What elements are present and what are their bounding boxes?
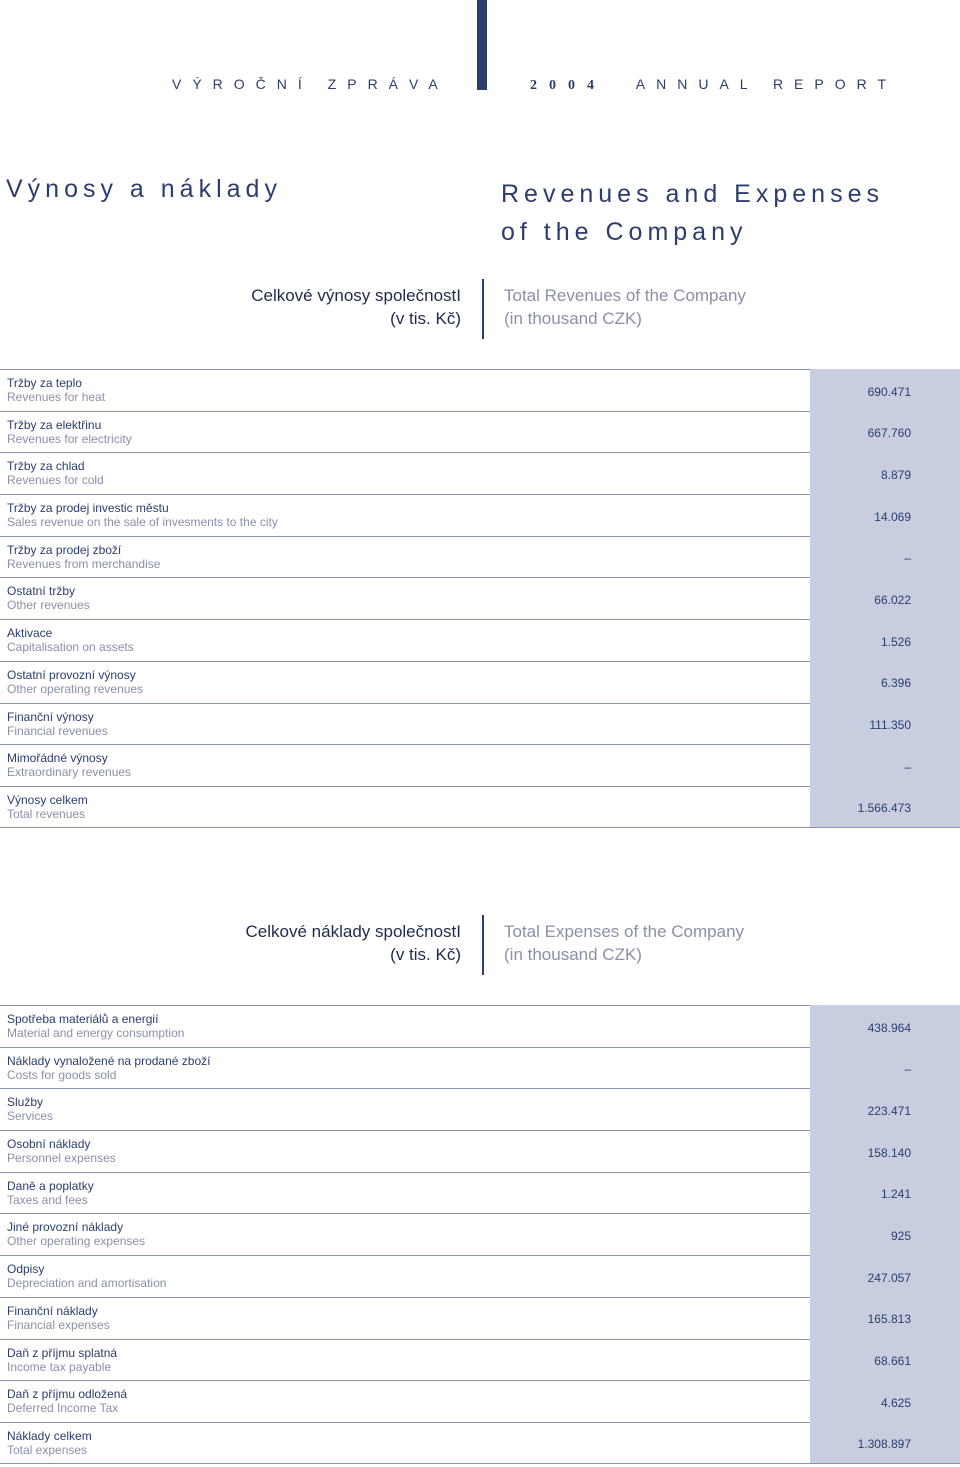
row-value: 223.471 xyxy=(867,1103,911,1118)
row-label-en: Extraordinary revenues xyxy=(7,765,132,780)
row-value: – xyxy=(904,551,911,566)
expenses-heading-cz-line1: Celkové náklady společnostI xyxy=(245,922,461,941)
value-cell xyxy=(810,1130,960,1172)
row-value: 1.308.897 xyxy=(857,1437,911,1452)
table-row xyxy=(0,661,960,703)
row-value: 1.526 xyxy=(880,634,911,649)
value-cell xyxy=(810,1338,960,1380)
table-row xyxy=(0,619,960,661)
row-label-en: Revenues for cold xyxy=(7,473,104,488)
row-label-cz: Ostatní provozní výnosy xyxy=(7,667,136,682)
value-cell xyxy=(810,1046,960,1088)
table-row xyxy=(0,536,960,578)
header-right-text: ANNUAL REPORT xyxy=(635,76,898,92)
row-label-cz: Tržby za prodej investic městu xyxy=(7,501,169,516)
row-label-cz: Finanční výnosy xyxy=(7,709,94,724)
row-value: 438.964 xyxy=(867,1020,911,1035)
row-label-en: Capitalisation on assets xyxy=(7,640,134,655)
table-row xyxy=(0,369,960,411)
table-row xyxy=(0,1339,960,1381)
value-cell xyxy=(810,1088,960,1130)
revenues-heading-divider xyxy=(482,279,484,339)
row-label-en: Other revenues xyxy=(7,598,90,613)
row-label-cz: Finanční náklady xyxy=(7,1303,98,1318)
table-row xyxy=(0,1213,960,1255)
value-cell xyxy=(810,452,960,494)
expenses-heading-en-line2: (in thousand CZK) xyxy=(504,945,642,964)
row-label-en: Taxes and fees xyxy=(7,1192,88,1207)
revenues-heading-en-line1: Total Revenues of the Company xyxy=(504,286,746,305)
row-label-cz: Spotřeba materiálů a energií xyxy=(7,1012,159,1026)
table-row xyxy=(0,1172,960,1214)
expenses-heading-cz xyxy=(246,920,461,966)
row-value: 14.069 xyxy=(874,509,911,524)
row-label-en: Services xyxy=(7,1109,54,1124)
row-label-cz: Jiné provozní náklady xyxy=(7,1220,124,1235)
row-label-cz: Tržby za chlad xyxy=(7,459,85,474)
row-label-en: Sales revenue on the sale of invesments to the city xyxy=(7,515,278,530)
row-value: 1.241 xyxy=(880,1187,911,1202)
row-label-cz: Náklady vynaložené na prodané zboží xyxy=(7,1053,211,1068)
row-label-en: Income tax payable xyxy=(7,1359,112,1374)
row-label-en: Revenues for electricity xyxy=(7,431,132,446)
row-label-cz: Daň z příjmu splatná xyxy=(7,1345,118,1360)
table-row xyxy=(0,411,960,453)
table-row xyxy=(0,703,960,745)
row-label-cz: Tržby za teplo xyxy=(7,376,82,390)
value-cell xyxy=(810,494,960,536)
row-value: 667.760 xyxy=(867,426,911,441)
table-row xyxy=(0,1380,960,1422)
header-accent-bar xyxy=(477,0,487,90)
row-value: 111.350 xyxy=(869,718,911,732)
row-label-en: Financial expenses xyxy=(7,1317,110,1332)
table-row xyxy=(0,1130,960,1172)
table-row xyxy=(0,744,960,786)
row-value: 1.566.473 xyxy=(857,801,911,816)
revenues-heading-cz xyxy=(251,284,461,330)
value-cell xyxy=(810,702,960,744)
table-row xyxy=(0,1422,960,1464)
row-label-en: Total expenses xyxy=(7,1442,88,1457)
row-value: 158.140 xyxy=(867,1145,911,1160)
expenses-table xyxy=(0,1005,960,1464)
row-value: 66.022 xyxy=(874,592,911,607)
row-label-cz: Tržby za prodej zboží xyxy=(7,542,122,557)
row-label-en: Personnel expenses xyxy=(7,1151,116,1166)
row-value: 8.879 xyxy=(880,467,911,482)
table-row xyxy=(0,1255,960,1297)
value-cell xyxy=(810,369,960,411)
value-cell xyxy=(810,1380,960,1422)
revenues-heading-cz-line1: Celkové výnosy společnostI xyxy=(251,286,461,305)
value-cell xyxy=(810,577,960,619)
revenues-heading-en-line2: (in thousand CZK) xyxy=(504,309,642,328)
revenues-heading-cz-line2: (v tis. Kč) xyxy=(390,309,461,328)
table-row xyxy=(0,1297,960,1339)
value-cell xyxy=(810,1213,960,1255)
row-label-cz: Osobní náklady xyxy=(7,1137,91,1152)
page-title-cz: Výnosy a náklady xyxy=(6,175,282,203)
value-cell xyxy=(810,1171,960,1213)
value-cell xyxy=(810,410,960,452)
table-row xyxy=(0,577,960,619)
row-value: 165.813 xyxy=(867,1312,911,1327)
expenses-heading-divider xyxy=(482,915,484,975)
page-title-en xyxy=(501,175,884,251)
row-label-cz: Mimořádné výnosy xyxy=(7,751,108,766)
row-label-en: Revenues for heat xyxy=(7,390,106,404)
row-value: 925 xyxy=(890,1228,911,1243)
row-label-cz: Daň z příjmu odložená xyxy=(7,1387,128,1402)
row-label-cz: Služby xyxy=(7,1095,44,1110)
row-label-en: Other operating revenues xyxy=(7,681,144,696)
row-value: 247.057 xyxy=(867,1270,911,1285)
row-label-en: Depreciation and amortisation xyxy=(7,1276,167,1291)
table-row xyxy=(0,786,960,828)
table-row xyxy=(0,494,960,536)
row-label-en: Other operating expenses xyxy=(7,1234,146,1249)
page-title-en-line2: of the Company xyxy=(501,218,748,246)
row-label-en: Deferred Income Tax xyxy=(7,1401,119,1416)
value-cell xyxy=(810,1255,960,1297)
table-row xyxy=(0,1088,960,1130)
row-value: 4.625 xyxy=(880,1395,911,1410)
row-label-en: Material and energy consumption xyxy=(7,1026,185,1040)
table-row xyxy=(0,1047,960,1089)
expenses-heading-en xyxy=(504,920,744,966)
value-cell xyxy=(810,535,960,577)
row-value: – xyxy=(904,1062,911,1077)
expenses-heading-en-line1: Total Expenses of the Company xyxy=(504,922,745,941)
header-year: 2004 xyxy=(530,78,606,93)
value-cell xyxy=(810,1421,960,1462)
expenses-heading-cz-line2: (v tis. Kč) xyxy=(390,945,461,964)
row-label-en: Costs for goods sold xyxy=(7,1067,117,1082)
row-label-en: Financial revenues xyxy=(7,723,108,738)
row-label-cz: Výnosy celkem xyxy=(7,792,88,807)
page-title-en-line1: Revenues and Expenses xyxy=(501,180,884,208)
header-right xyxy=(530,76,897,94)
row-value: 6.396 xyxy=(880,676,911,691)
value-cell xyxy=(810,619,960,661)
row-label-en: Revenues from merchandise xyxy=(7,556,161,571)
row-label-cz: Tržby za elektřinu xyxy=(7,417,102,432)
table-row xyxy=(0,1005,960,1047)
row-value: – xyxy=(904,759,911,774)
value-cell xyxy=(810,660,960,702)
row-value: 690.471 xyxy=(867,384,911,399)
row-label-cz: Ostatní tržby xyxy=(7,584,76,599)
value-cell xyxy=(810,1005,960,1047)
table-row xyxy=(0,452,960,494)
row-value: 68.661 xyxy=(874,1354,911,1368)
revenues-heading-en xyxy=(504,284,746,330)
value-cell xyxy=(810,1296,960,1338)
row-label-en: Total revenues xyxy=(7,806,86,821)
revenues-table xyxy=(0,369,960,828)
header-left: VÝROČNÍ ZPRÁVA xyxy=(172,76,449,92)
value-cell xyxy=(810,744,960,786)
value-cell xyxy=(810,785,960,826)
row-label-cz: Odpisy xyxy=(7,1262,45,1277)
row-label-cz: Náklady celkem xyxy=(7,1428,92,1443)
row-label-cz: Aktivace xyxy=(7,626,53,641)
row-label-cz: Daně a poplatky xyxy=(7,1178,94,1193)
